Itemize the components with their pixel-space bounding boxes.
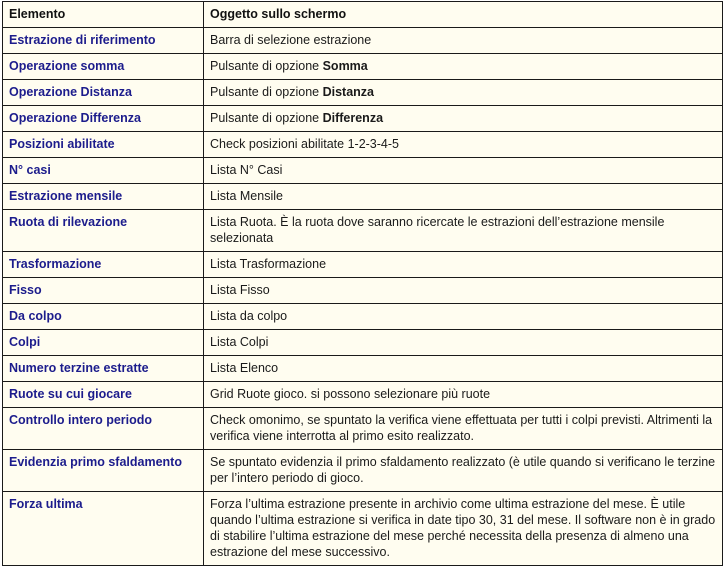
table-row — [3, 184, 723, 210]
elements-table — [2, 1, 723, 566]
element-name: Estrazione mensile — [3, 184, 204, 210]
description-bold: Somma — [322, 59, 368, 73]
description-text: Pulsante di opzione — [210, 85, 323, 99]
header-element: Elemento — [3, 2, 204, 28]
description-text: Lista Trasformazione — [210, 257, 327, 271]
table-row — [3, 408, 723, 450]
element-name: Numero terzine estratte — [3, 356, 204, 382]
element-name: Evidenzia primo sfaldamento — [3, 450, 204, 492]
description-bold: Differenza — [322, 111, 384, 125]
element-description — [204, 158, 723, 184]
table-row — [3, 278, 723, 304]
element-description — [204, 184, 723, 210]
description-text: Forza l’ultima estrazione presente in archivio come ultima estrazione del mese. È utile quando l’ultima estrazione si verifica in date tipo 30, 31 del mese. Il software non è in grado di stabilire l’ultima estrazione del mese perché necessita della presenza di almeno una estrazione del mese successivo. — [210, 497, 716, 559]
table-row — [3, 106, 723, 132]
description-text: Lista Mensile — [210, 189, 283, 203]
element-name: Operazione somma — [3, 54, 204, 80]
table-row — [3, 492, 723, 566]
table-row — [3, 382, 723, 408]
table-row — [3, 80, 723, 106]
element-name: Estrazione di riferimento — [3, 28, 204, 54]
table-row — [3, 28, 723, 54]
description-text: Pulsante di opzione — [210, 59, 323, 73]
table-row — [3, 330, 723, 356]
description-bold: Distanza — [322, 85, 374, 99]
description-text: Lista N° Casi — [210, 163, 283, 177]
description-text: Se spuntato evidenzia il primo sfaldamento realizzato (è utile quando si verificano le terzine per l’intero periodo di gioco. — [210, 455, 716, 485]
table-row — [3, 304, 723, 330]
description-text: Barra di selezione estrazione — [210, 33, 372, 47]
element-description — [204, 304, 723, 330]
table-row — [3, 210, 723, 252]
description-text: Check posizioni abilitate 1-2-3-4-5 — [210, 137, 399, 151]
element-description — [204, 28, 723, 54]
description-text: Lista da colpo — [210, 309, 288, 323]
element-name: Colpi — [3, 330, 204, 356]
element-description — [204, 278, 723, 304]
table-row — [3, 356, 723, 382]
description-text: Lista Colpi — [210, 335, 269, 349]
element-description — [204, 106, 723, 132]
element-name: Fisso — [3, 278, 204, 304]
description-text: Grid Ruote gioco. si possono selezionare più ruote — [210, 387, 491, 401]
table-row — [3, 158, 723, 184]
element-name: Ruota di rilevazione — [3, 210, 204, 252]
element-description — [204, 330, 723, 356]
table-row — [3, 252, 723, 278]
table-body — [3, 28, 723, 566]
element-name: Posizioni abilitate — [3, 132, 204, 158]
element-description — [204, 382, 723, 408]
table-row — [3, 132, 723, 158]
description-text: Lista Fisso — [210, 283, 270, 297]
element-name: Operazione Distanza — [3, 80, 204, 106]
description-text: Lista Ruota. È la ruota dove saranno ricercate le estrazioni dell’estrazione mensile selezionata — [210, 215, 665, 245]
element-description — [204, 356, 723, 382]
element-description — [204, 54, 723, 80]
element-name: Ruote su cui giocare — [3, 382, 204, 408]
element-description — [204, 492, 723, 566]
element-description — [204, 252, 723, 278]
description-text: Lista Elenco — [210, 361, 279, 375]
element-name: Trasformazione — [3, 252, 204, 278]
description-text: Pulsante di opzione — [210, 111, 323, 125]
element-name: Da colpo — [3, 304, 204, 330]
element-name: Controllo intero periodo — [3, 408, 204, 450]
table-header-row — [3, 2, 723, 28]
element-name: Operazione Differenza — [3, 106, 204, 132]
element-description — [204, 450, 723, 492]
header-object: Oggetto sullo schermo — [204, 2, 723, 28]
element-description — [204, 408, 723, 450]
element-name: Forza ultima — [3, 492, 204, 566]
element-description — [204, 132, 723, 158]
element-name: N° casi — [3, 158, 204, 184]
table-row — [3, 54, 723, 80]
element-description — [204, 210, 723, 252]
table-row — [3, 450, 723, 492]
description-text: Check omonimo, se spuntato la verifica viene effettuata per tutti i colpi previsti. Altrimenti la verifica viene interrotta al primo esito realizzato. — [210, 413, 713, 443]
element-description — [204, 80, 723, 106]
